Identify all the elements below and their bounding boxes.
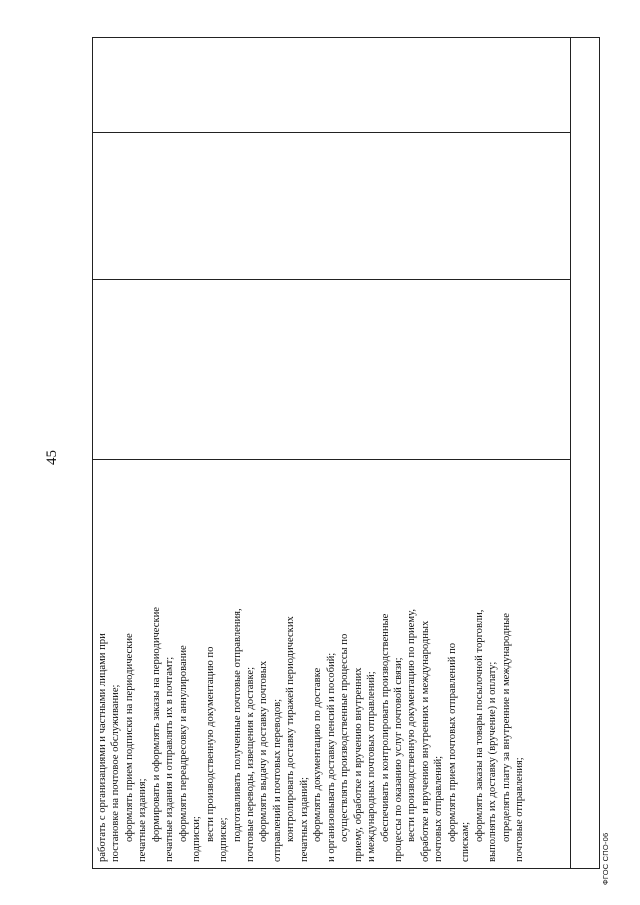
skill-line: подписке; [218,817,230,862]
skill-line: вести производственную документацию по [204,646,216,842]
skill-line: приему, обработке и вручению внутренних [352,667,364,862]
skill-line: контролировать доставку тиражей периодических [285,616,297,842]
skills-text [93,460,527,868]
skill-line: процессы по оказанию услуг почтовой связи; [392,657,404,862]
page-number: 45 [44,450,60,465]
skill-line: почтовых отправлений; [433,755,445,862]
skills-cell [93,459,571,868]
table-cell-empty [93,133,571,280]
skill-line: осуществлять производственные процессы по [339,633,351,842]
skill-line: оформлять прием почтовых отправлений по [446,642,458,842]
skill-line: оформлять выдачу и доставку почтовых [258,660,270,842]
skill-line: отправлений и почтовых переводов; [271,698,283,862]
skill-line: почтовые переводы, извещения к доставке; [244,666,256,862]
skill-line: печатных изданий; [298,777,310,862]
skill-line: подписки; [191,816,203,862]
skill-line: спискам; [460,821,472,862]
table-row [93,38,571,869]
competency-table [92,37,600,869]
footer-code: ФГОС СПО-06 [601,832,610,885]
skill-line: почтовые отправления; [514,757,526,862]
skill-line: оформлять заказы на товары посылочной торговли, [473,609,485,842]
skill-line: выполнять их доставку (вручение) и оплату; [487,661,499,862]
skill-line: подготавливать полученные почтовые отправления, [231,608,243,842]
skill-line: печатные издания и отправлять их в почтамт; [164,656,176,862]
table-cell-empty [93,280,571,459]
skill-line: формировать и оформлять заказы на периодические [150,607,162,842]
skill-line: печатные издания; [137,778,149,862]
skill-line: определять плату за внутренние и международные [500,613,512,842]
skill-line: оформлять документацию по доставке [312,667,324,842]
skill-line: и международных почтовых отправлений; [366,671,378,862]
skill-line: оформлять переадресовку и аннулирование [177,645,189,842]
table-cell-empty [93,38,571,133]
skill-line: оформлять прием подписки на периодические [123,633,135,842]
skill-line: вести производственную документацию по приему, [406,609,418,842]
skill-line: работать с организациями и частными лицами при [97,633,108,862]
table-row [571,38,600,869]
skill-line: постановке на почтовое обслуживание; [110,684,122,862]
skill-line: обработке и вручению внутренних и международных [419,620,431,862]
table-cell-empty [571,38,600,869]
skill-line: и организовывать доставку пенсий и пособий; [325,652,337,862]
skill-line: обеспечивать и контролировать производственные [379,613,391,842]
